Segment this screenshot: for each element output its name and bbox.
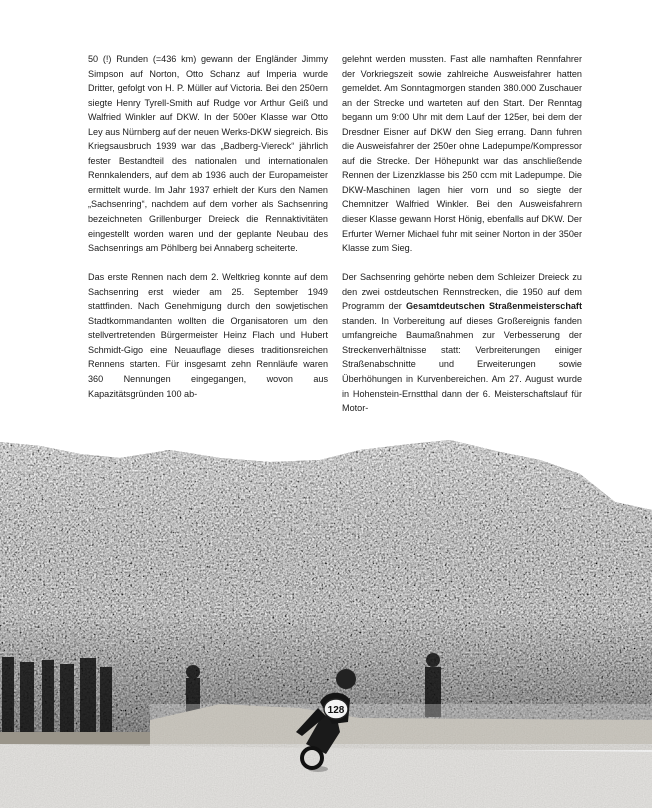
paragraph-text: Der Sachsenring gehörte neben dem Schleizer Dreieck zu den zwei ostdeutschen Rennstrecken, die 1950 auf dem Programm der <box>342 272 582 312</box>
text-column-left <box>88 52 328 416</box>
paragraph: Das erste Rennen nach dem 2. Weltkrieg konnte auf dem Sachsenring erst wieder am 25. September 1949 stattfinden. Nach Genehmigung durch den sowjetischen Stadtkommandanten wollten die Organisatoren um den stellvertretenden Bürgermeister Heinz Flach und Hubert Schmidt-Gigo eine Neuauflage dieses traditionsreichen Rennens starten. Für insgesamt zehn Rennläufe waren 360 Nennungen eingegangen, wovon aus Kapazitätsgründen 100 ab- <box>88 272 328 399</box>
spectator-crowd <box>0 432 652 732</box>
paragraph: gelehnt werden mussten. Fast alle namhaften Rennfahrer der Vorkriegszeit sowie zahlreiche Ausweisfahrer hatten gemeldet. Am Sonntagmorgen standen 380.000 Zuschauer an der Strecke und warteten auf den Start. Der Renntag begann um 9:00 Uhr mit dem Lauf der 125er, bei dem der Dresdner Eisner auf DKW den Sieg errang. Dann fuhren die Ausweisfahrer der 250er ohne Ladepumpe/Kompressor auf die Strecke. Der Höhepunkt war das anschließende Rennen der Lizenzklasse bis 250 ccm mit Ladepumpe. Die DKW-Maschinen lagen hier vorn und so siegte der Chemnitzer Walfried Winkler. Bei den Ausweisfahrern dieser Klasse gewann Horst Hönig, ebenfalls auf DKW. Der Erfurter Werner Michael fuhr mit seiner Norton in der 350er Klasse zum Sieg. <box>342 54 582 254</box>
emphasis-text: Gesamtdeutschen Straßenmeisterschaft <box>405 301 582 312</box>
race-number: 128 <box>327 705 345 716</box>
paragraph-text: standen. In Vorbereitung auf dieses Großereignis fanden umfangreiche Baumaßnahmen zur Verbesserung der Streckenverhältnisse statt: Verbreiterungen einiger Straßenabschnitte und Erweiterungen sowie Überhöhungen in Kurvenbereichen. Am 27. August wurde in Hohenstein-Ernstthal dann der 6. Meisterschaftslauf für Motor- <box>342 315 582 414</box>
paragraph <box>342 270 582 415</box>
text-column-right <box>342 52 582 430</box>
race-crowd-photo <box>0 432 652 808</box>
paragraph: 50 (!) Runden (=436 km) gewann der Engländer Jimmy Simpson auf Norton, Otto Schanz auf Imperia wurde Dritter, gefolgt von H. P. Müller auf Victoria. Bei den 250ern siegte Henry Tyrell-Smith auf Rudge vor Arthur Geiß und Walfried Winkler auf DKW. In der 500er Klasse war Otto Ley aus Nürnberg auf der neuen Werks-DKW siegreich. Bis Kriegsausbruch 1939 war das „Badberg-Viereck“ jährlich fester Bestandteil des nationalen und internationalen Rennkalenders, auf dem ab 1936 auch der Europameister ermittelt wurde. Im Jahr 1937 erhielt der Kurs den Namen „Sachsenring“, nachdem auf dem vorher als Sachsenring bezeichneten Grillenburger Dreieck die Rennaktivitäten eingestellt worden waren und der geplante Neubau des Sachsenrings am Pöhlberg bei Annaberg scheiterte. <box>88 54 328 254</box>
